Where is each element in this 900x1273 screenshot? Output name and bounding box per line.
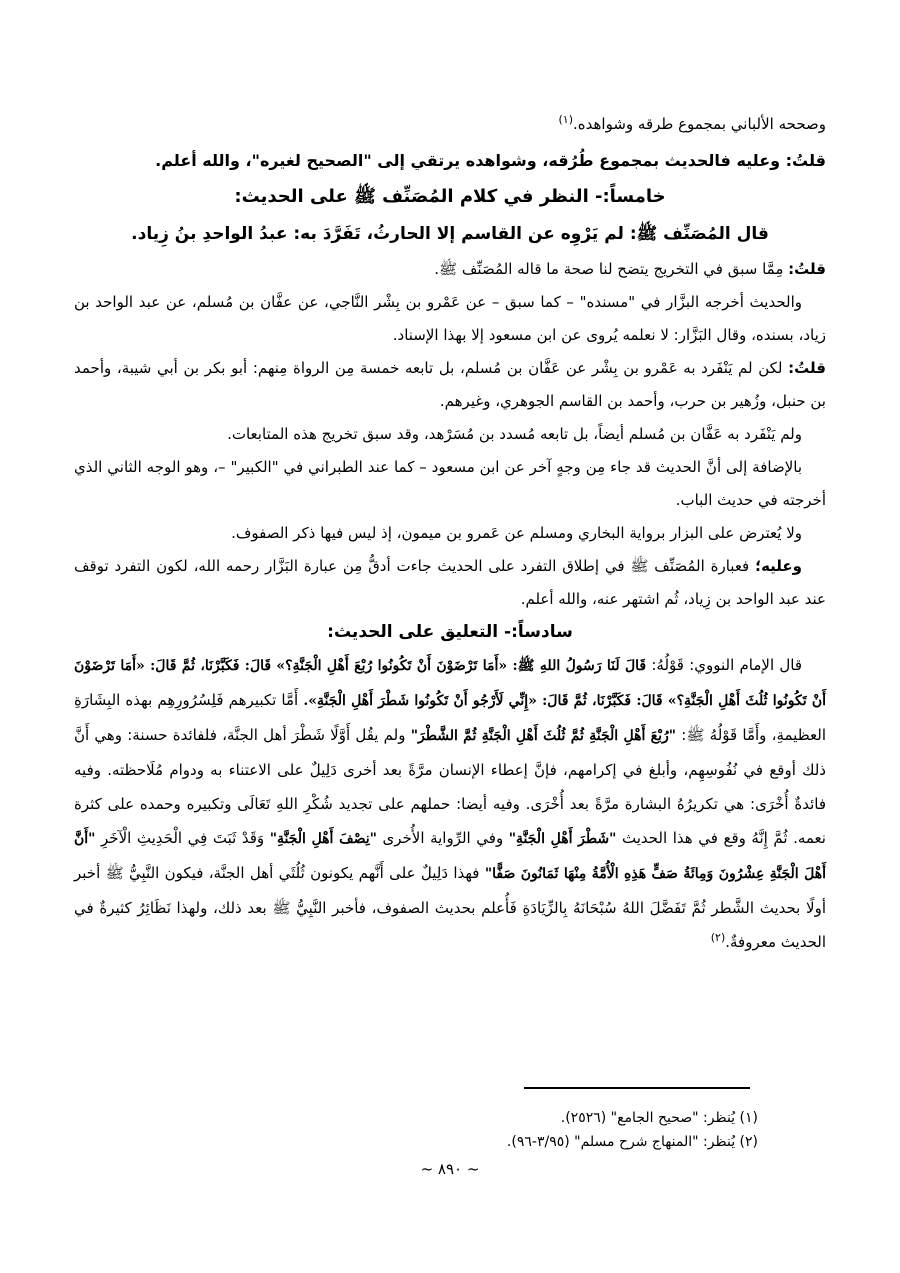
intro-text: وصححه الألباني بمجموع طرقه وشواهده. [573,115,826,133]
paragraph-1 [74,253,826,286]
section-6-heading: سادساً:- التعليق على الحديث: [327,622,573,642]
footnote-ref-2: (٢) [710,931,726,944]
footnote-divider [524,1087,750,1089]
hadith-quote-4: "نِصْفَ أَهْلِ الْجَنَّةِ" [269,831,377,847]
paragraph-1-text: مِمَّا سبق في التخريج يتضح لنا صحة ما قاله المُصَنِّف ﷺ. [434,260,784,278]
author-statement: قال المُصَنِّف ﷺ: لم يَرْوِه عن القاسم إلا الحارثُ، تَفَرَّدَ به: عبدُ الواحدِ بنُ زِياد. [131,224,769,244]
intro-line [74,108,826,141]
nawawi-text-2: ولم يقُل أَوَّلًا شَطْرَ أهل الجنَّة، فلفائدة حسنة: وهي أَنَّ ذلك أوقع في نُفُوسِهِم، وأبلغ في إكرامهم، فإنَّ إعطاء الإنسان مرَّةً بعد أخرى دَلِيلٌ على الاعتناء به ودوام مُلَاحظته. وفيه فائدةٌ أُخْرَى: هي تكريرُهُ البشارة مرَّةً بعد أُخْرَى. وفيه أيضا: حملهم على تجديد شُكْرِ اللهِ تَعَالَى وتكبيره وحمده على كثرة نعمه. ثُمَّ إِنَّهُ وقع في هذا الحديث [74,726,826,847]
paragraph-6: ولا يُعترض على البزار برواية البخاري ومسلم عن عَمرو بن ميمون، إذ ليس فيها ذكر الصفوف. [231,524,802,542]
paragraph-5: بالإضافة إلى أنَّ الحديث قد جاء مِن وجهٍ آخر عن ابن مسعود – كما عند الطبراني في "الكبير" –، وهو الوجه الثاني الذي أخرجته في حديث الباب. [74,458,826,509]
nawawi-text-4: وَقَدْ ثَبَتَ فِي الْحَدِيثِ الْآخَرِ [101,829,265,847]
footnotes [507,1106,758,1154]
paragraph-3-label: قلتُ: [788,359,826,377]
paragraph-7-label: وعليه؛ [755,557,802,575]
page-number: ~ ٨٩٠ ~ [420,1160,480,1178]
nawawi-text-5: فهذا دَلِيلٌ على أَنَّهم يكونون ثُلُثَي أهل الجنَّة، فيكون النَّبِيُّ ﷺ أخبر أولًا بحديث الشَّطر ثُمَّ تَفَضَّلَ اللهُ سُبْحَانَهُ بِالزِّيَادَةِ فَأُعلم بحديث الصفوف، فأخبر النَّبِيُّ ﷺ بعد ذلك، ولهذا نَظَائِرُ كثيرةٌ في الحديث معروفةٌ. [74,864,826,951]
nawawi-commentary [74,648,826,959]
conclusion-line: قلتُ: وعليه فالحديث بمجموع طُرُقه، وشواهده يرتقي إلى "الصحيح لغيره"، والله أعلم. [155,151,826,170]
hadith-quote-3: "شَطْرَ أَهْلِ الْجَنَّةِ" [508,831,617,847]
footnote-2: (٢) يُنظر: "المنهاج شرح مسلم" (٣/٩٥-٩٦). [506,1134,758,1150]
paragraph-3-text: لكن لم يَنْفَرد به عَمْرو بن بِشْر عن عَفَّان بن مُسلم، بل تابعه خمسة مِن الرواة مِنهم: أبو بكر بن أبي شيبة، وأحمد بن حنبل، وزُهير بن حرب، وأحمد بن القاسم الجوهري، وغيرهم. [74,359,826,410]
hadith-quote-1: قَالَ لَنَا رَسُولُ اللهِ ﷺ: «أَمَا تَرْضَوْنَ أَنْ تَكُونُوا رُبْعَ أَهْلِ الْجَنَّةِ؟» قَالَ: فَكَبَّرْنَا، ثُمَّ قَالَ: «أَمَا تَرْضَوْنَ أَنْ تَكُونُوا ثُلُثَ أَهْلِ الْجَنَّةِ؟» قَالَ: فَكَبَّرْنَا، ثُمَّ قَالَ: «إِنِّي لَأَرْجُو أَنْ تَكُونُوا شَطْرَ أَهْلِ الْجَنَّةِ». [74,658,827,709]
nawawi-text-3: وفي الرِّواية الأُخرى [382,829,504,847]
hadith-quote-2: "رُبْعَ أَهْلِ الْجَنَّةِ ثُمَّ ثُلُثَ أَهْلِ الْجَنَّةِ ثُمَّ الشَّطْرَ" [410,728,677,744]
paragraph-3 [74,352,826,418]
hadith-quote-5: "أَنَّ أَهْلَ الْجَنَّةِ عِشْرُونَ وَمِائَةُ صَفٍّ هَذِهِ الْأُمَّةُ مِنْهَا ثَمَانُونَ صَفًّا" [74,831,826,882]
footnote-ref-1: (١) [558,113,573,126]
paragraph-2: والحديث أخرجه البزَّار في "مسنده" – كما سبق – عن عَمْرو بن بِشْر النَّاجي، عن عفَّان بن مُسلم، عن عبد الواحد بن زياد، بسنده، وقال البَزَّار: لا نعلمه يُروى عن ابن مسعود إلا بهذا الإسناد. [74,293,826,344]
section-5-heading: خامساً:- النظر في كلام المُصَنِّف ﷺ على الحديث: [234,186,666,207]
nawawi-text-1: أَمَّا تكبيرهم فَلِسُرُورِهِم بهذه البِشَارَةِ العظيمةِ، وأَمَّا قَوْلُهُ ﷺ: [74,691,826,744]
footnote-1: (١) يُنظر: "صحيح الجامع" (٢٥٢٦). [560,1110,758,1126]
paragraph-4: ولم يَنْفَرد به عَفَّان بن مُسلم أيضاً، بل تابعه مُسدد بن مُسَرْهد، وقد سبق تخريج هذه المتابعات. [227,425,802,443]
paragraph-1-label: قلتُ: [788,260,826,278]
nawawi-intro: قال الإمام النووي: قَوْلُهُ: [651,656,803,674]
paragraph-7-text: فعبارة المُصَنِّف ﷺ في إطلاق التفرد على الحديث جاءت أدقُّ مِن عبارة البَزَّار رحمه الله، لكون التفرد توقف عند عبد الواحد بن زِياد، ثُم اشتهر عنه، والله أعلم. [74,557,826,608]
paragraph-7 [74,550,826,616]
page-body [74,108,826,959]
